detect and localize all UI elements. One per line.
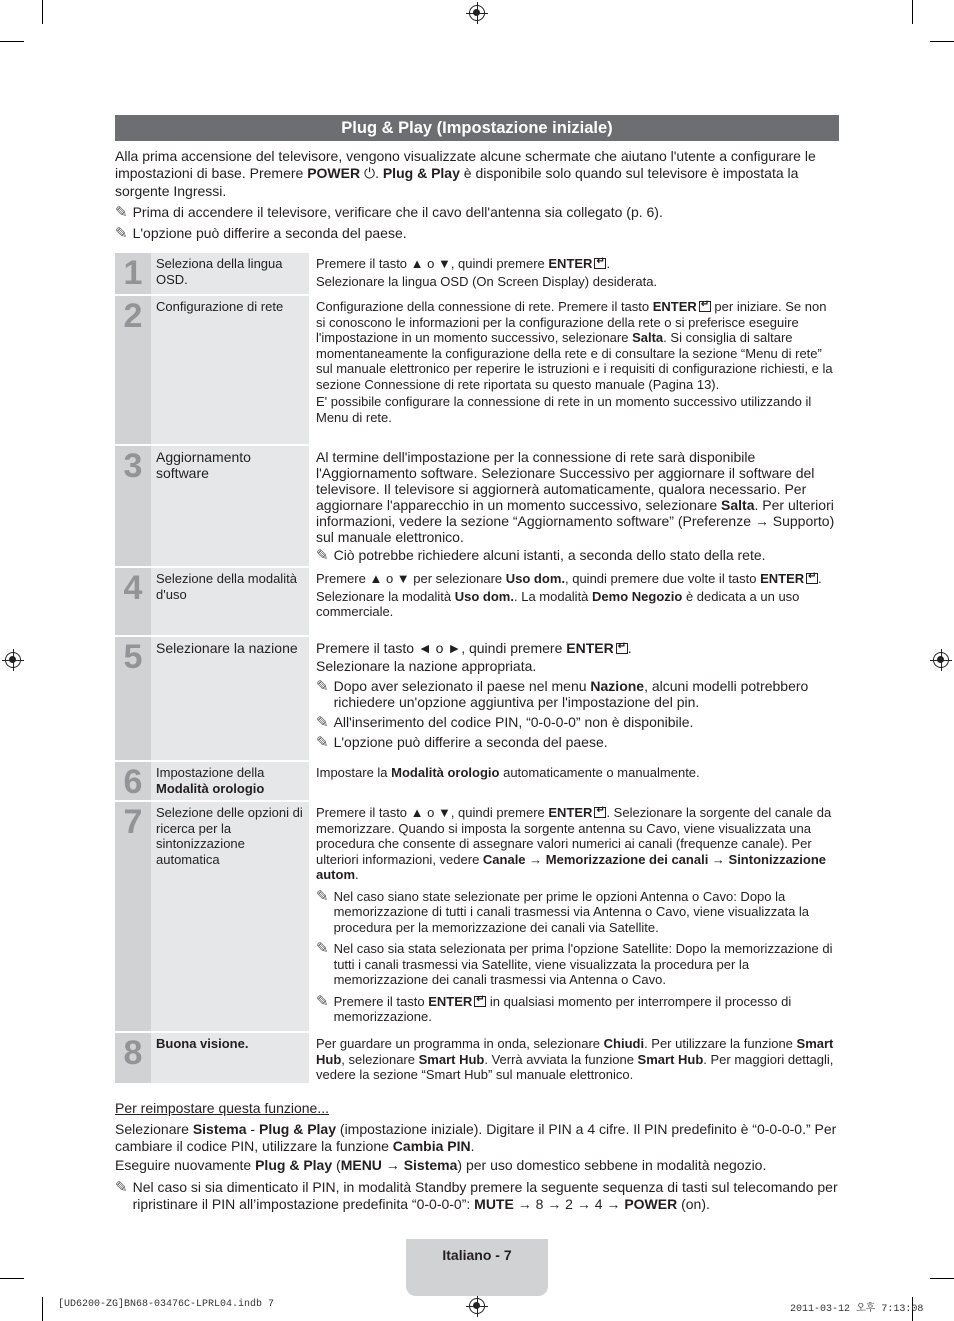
- step-label: Buona visione.: [151, 1033, 309, 1083]
- note-pencil-icon: ✎: [115, 1178, 128, 1196]
- step-row: [115, 762, 839, 800]
- step-description: Impostare la Modalità orologio automaticamente o manualmente.: [316, 765, 700, 780]
- note-pencil-icon: ✎: [316, 991, 329, 1010]
- step-description: Per guardare un programma in onda, selezionare Chiudi. Per utilizzare la funzione Smart Hub, selezionare Smart Hub. Verrà avviata la funzione Smart Hub. Per maggiori dettagli, vedere la sezione “Smart Hub” sul manuale elettronico.: [316, 1036, 834, 1082]
- step-label: Selezione della modalità d'uso: [151, 568, 309, 635]
- note-pencil-icon: ✎: [316, 677, 329, 695]
- intro-text: .: [375, 165, 383, 181]
- step-description: Premere ▲ o ▼ per selezionare Uso dom., quindi premere due volte il tasto ENTER↵ . Selezionare la modalità Uso dom.. La modalità Demo Negozio è dedicata a un uso commerciale.: [310, 568, 839, 635]
- step-number: 5: [115, 637, 151, 760]
- step-label: Configurazione di rete: [151, 296, 309, 444]
- intro-text: è disponibile solo quando sul televisore è impostata la sorgente Ingressi.: [115, 165, 799, 199]
- note: ✎ Ciò potrebbe richiedere alcuni istanti, a seconda dello stato della rete.: [316, 546, 766, 564]
- enter-icon: [594, 807, 606, 818]
- step-number: 6: [115, 762, 151, 800]
- crop-mark: [42, 1297, 43, 1321]
- note: ✎ Dopo aver selezionato il paese nel menu Nazione, alcuni modelli potrebbero richiedere un'opzione aggiuntiva per l'impostazione del pin.: [316, 677, 809, 710]
- enter-key: ENTER: [652, 299, 697, 314]
- registration-mark-icon: [469, 1298, 485, 1314]
- note: ✎ All'inserimento del codice PIN, “0-0-0-0” non è disponibile.: [316, 713, 694, 731]
- step-row: [115, 568, 839, 635]
- print-slug-right: 2011-03-12 오후 7:13:08: [790, 1304, 924, 1315]
- enter-icon: [806, 573, 818, 584]
- step-label: Selezione delle opzioni di ricerca per la sintonizzazione automatica: [151, 802, 309, 1031]
- note: ✎ Nel caso sia stata selezionata per prima l'opzione Satellite: Dopo la memorizzazione di tutti i canali trasmessi via Satellite, viene visualizzata la procedura per la memorizzazione dei canali trasmessi via Antenna o Cavo.: [316, 939, 833, 987]
- reset-heading: Per reimpostare questa funzione...: [115, 1100, 330, 1116]
- note: ✎ Nel caso si sia dimenticato il PIN, in modalità Standby premere la seguente sequenza di tasti sul telecomando per ripristinare il PIN all’impostazione predefinita “0-0-0-0”: MUTE → 8 → 2 → 4 → POWER (on).: [115, 1178, 838, 1212]
- enter-key: ENTER: [760, 571, 805, 586]
- page-number-tab: Italiano - 7: [406, 1239, 548, 1296]
- power-icon: ⏻: [363, 166, 376, 182]
- enter-icon: [594, 258, 606, 269]
- step-row: [115, 802, 839, 1031]
- step-label: Seleziona della lingua OSD.: [151, 253, 309, 294]
- crop-mark: [42, 0, 43, 24]
- section-title: Plug & Play (Impostazione iniziale): [115, 115, 839, 141]
- note: [115, 204, 839, 221]
- step-description: Premere il tasto ▲ o ▼, quindi premere ENTER↵ . Selezionare la sorgente del canale da memorizzare. Quando si imposta la sorgente antenna su Cavo, viene visualizzata una procedura che consente di assegnare valori numerici ai canali (frequenze canale). Per ulteriori informazioni, vedere Canale → Memorizzazione dei canali → Sintonizzazione autom. ✎ Nel caso siano state selezionate per prime le opzioni Antenna o Cavo: Dopo la memorizzazione di tutti i canali trasmessi via Antenna o Cavo, viene visualizzata la procedura per la memorizzazione dei canali via Satellite. ✎ Nel caso sia stata selezionata per prima l'opzione Satellite: Dopo la memorizzazione di tutti i canali trasmessi via Satellite, viene visualizzata la procedura per la memorizzazione dei canali trasmessi via Antenna o Cavo. ✎ Premere il tasto ENTER↵ in qualsiasi momento per interrompere il processo di memorizzazione.: [310, 802, 839, 1031]
- step-label: Selezionare la nazione: [151, 637, 309, 760]
- note: ✎ Nel caso siano state selezionate per prime le opzioni Antenna o Cavo: Dopo la memorizzazione di tutti i canali trasmessi via Antenna o Cavo, viene visualizzata la procedura per la memorizzazione dei canali via Satellite.: [316, 886, 810, 935]
- steps-table: [115, 253, 839, 1085]
- note: [115, 225, 839, 242]
- reset-line: Selezionare Sistema - Plug & Play (impostazione iniziale). Digitare il PIN a 4 cifre. Il PIN predefinito è “0-0-0-0.” Per cambiare il codice PIN, utilizzare la funzione Cambia PIN.: [115, 1121, 837, 1154]
- intro: [115, 148, 839, 246]
- enter-key: ENTER: [548, 256, 593, 271]
- step-number: 8: [115, 1033, 151, 1083]
- note-pencil-icon: ✎: [316, 713, 329, 731]
- print-slug-left: [UD6200-ZG]BN68-03476C-LPRL04.indb 7: [58, 1299, 275, 1310]
- note-text: Prima di accendere il televisore, verificare che il cavo dell'antenna sia collegato (p. 6).: [132, 204, 663, 220]
- step-row: [115, 1033, 839, 1083]
- enter-key: ENTER: [548, 805, 593, 820]
- note-pencil-icon: ✎: [316, 733, 329, 751]
- crop-mark: [912, 0, 913, 24]
- step-number: 3: [115, 446, 151, 566]
- plug-play-term: Plug & Play: [382, 165, 460, 181]
- step-description: Premere il tasto ▲ o ▼, quindi premere ENTER↵ . Selezionare la lingua OSD (On Screen Display) desiderata.: [310, 253, 839, 294]
- step-description: Configurazione della connessione di rete. Premere il tasto ENTER↵ per iniziare. Se non si conoscono le informazioni per la configurazione della rete o si preferisce eseguire l'impostazione in un momento successivo, selezionare Salta. Si consiglia di saltare momentaneamente la configurazione della rete e di consultare la sezione “Menu di rete” sul manuale elettronico per reperire le istruzioni e i requisiti di configurazione richiesti, e la sezione Connessione di rete riportata su questo manuale (Pagina 13). E' possibile configurare la connessione di rete in un momento successivo utilizzando il Menu di rete.: [310, 296, 839, 444]
- crop-mark: [930, 1278, 954, 1279]
- reset-section: [115, 1100, 839, 1213]
- registration-mark-icon: [5, 652, 21, 668]
- step-number: 1: [115, 253, 151, 294]
- step-number: 7: [115, 802, 151, 1031]
- note: ✎ L'opzione può differire a seconda del paese.: [316, 733, 608, 751]
- note: ✎ Premere il tasto ENTER↵ in qualsiasi momento per interrompere il processo di memorizzazione.: [316, 994, 839, 1025]
- note-text: L'opzione può differire a seconda del paese.: [132, 225, 407, 241]
- note-pencil-icon: ✎: [316, 546, 329, 564]
- step-number: 2: [115, 296, 151, 444]
- note-pencil-icon: ✎: [115, 224, 128, 242]
- note-pencil-icon: ✎: [316, 886, 329, 905]
- enter-icon: [474, 996, 486, 1007]
- registration-mark-icon: [469, 5, 485, 21]
- note-pencil-icon: ✎: [115, 203, 128, 221]
- note-pencil-icon: ✎: [316, 939, 329, 957]
- step-row: [115, 253, 839, 294]
- step-row: [115, 637, 839, 760]
- reset-line: Eseguire nuovamente Plug & Play (MENU → Sistema) per uso domestico sebbene in modalità negozio.: [115, 1157, 767, 1173]
- intro-paragraph: [115, 148, 839, 200]
- crop-mark: [930, 41, 954, 42]
- crop-mark: [0, 41, 24, 42]
- step-description: Premere il tasto ◄ o ►, quindi premere ENTER↵ . Selezionare la nazione appropriata. ✎ Dopo aver selezionato il paese nel menu Nazione, alcuni modelli potrebbero richiedere un'opzione aggiuntiva per l'impostazione del pin. ✎ All'inserimento del codice PIN, “0-0-0-0” non è disponibile. ✎ L'opzione può differire a seconda del paese.: [310, 637, 839, 760]
- step-label: Aggiornamento software: [151, 446, 309, 566]
- power-key: POWER: [307, 165, 361, 181]
- enter-icon: [616, 643, 628, 654]
- step-row: [115, 446, 839, 566]
- enter-key: ENTER: [566, 640, 614, 656]
- registration-mark-icon: [933, 652, 949, 668]
- step-number: 4: [115, 568, 151, 635]
- step-label: Impostazione della Modalità orologio: [151, 762, 309, 800]
- step-row: [115, 296, 839, 444]
- enter-icon: [699, 301, 711, 312]
- intro-text: Alla prima accensione del televisore, vengono visualizzate alcune schermate che aiutano l'utente a configurare le impostazioni di base. Premere: [115, 148, 816, 181]
- crop-mark: [0, 1278, 24, 1279]
- step-description: Al termine dell'impostazione per la connessione di rete sarà disponibile l'Aggiornamento software. Selezionare Successivo per aggiornare il software del televisore. Il televisore si aggiornerà automaticamente, qualora necessario. Per aggiornare l'apparecchio in un momento successivo, selezionare Salta. Per ulteriori informazioni, vedere la sezione “Aggiornamento software” (Preferenze → Supporto) sul manuale elettronico. ✎ Ciò potrebbe richiedere alcuni istanti, a seconda dello stato della rete.: [310, 446, 839, 566]
